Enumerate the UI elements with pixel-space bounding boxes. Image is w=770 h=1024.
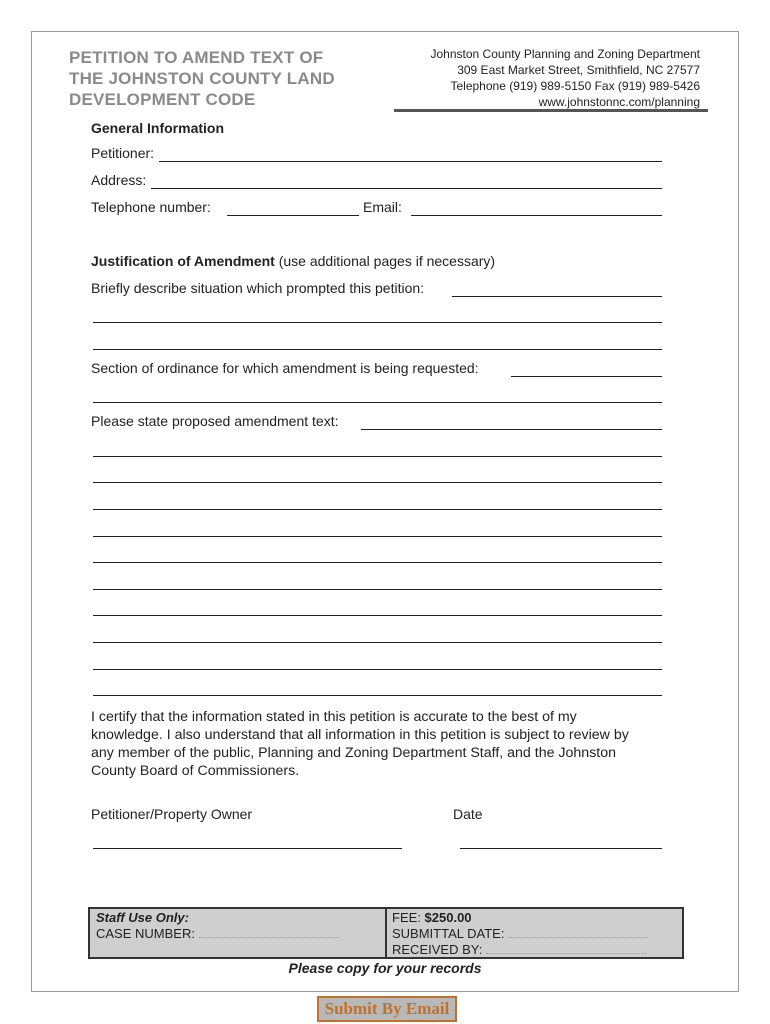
address-field[interactable] xyxy=(151,188,662,189)
department-phone-fax: Telephone (919) 989-5150 Fax (919) 989-5426 xyxy=(450,79,700,93)
fee-row xyxy=(392,910,677,926)
staff-use-heading: Staff Use Only: xyxy=(96,910,189,925)
justification-heading xyxy=(91,253,495,269)
certification-text xyxy=(91,708,671,780)
case-number-row xyxy=(96,926,379,942)
justification-title: Justification of Amendment xyxy=(91,253,275,269)
submittal-date-label: SUBMITTAL DATE: xyxy=(392,926,505,941)
proposed-line[interactable] xyxy=(93,509,662,510)
general-info-heading: General Information xyxy=(91,120,225,136)
form-title xyxy=(69,47,335,110)
owner-label: Petitioner/Property Owner xyxy=(91,806,253,822)
title-line-2: THE JOHNSTON COUNTY LAND xyxy=(69,69,335,88)
staff-use-box xyxy=(88,907,684,959)
certification-line: knowledge. I also understand that all information in this petition is subject to review by xyxy=(91,727,629,743)
staff-right-cell xyxy=(387,909,682,957)
justification-note: (use additional pages if necessary) xyxy=(278,253,496,269)
received-row xyxy=(392,942,677,958)
date-field[interactable] xyxy=(460,848,662,849)
proposed-line[interactable] xyxy=(93,536,662,537)
certification-line: I certify that the information stated in this petition is accurate to the best of my xyxy=(91,709,577,725)
proposed-label: Please state proposed amendment text: xyxy=(91,413,339,429)
section-line[interactable] xyxy=(93,402,662,403)
department-address: 309 East Market Street, Smithfield, NC 27577 xyxy=(457,63,700,77)
title-line-1: PETITION TO AMEND TEXT OF xyxy=(69,48,324,67)
email-field[interactable] xyxy=(411,215,662,216)
email-label: Email: xyxy=(363,199,402,215)
title-line-3: DEVELOPMENT CODE xyxy=(69,90,256,109)
department-website: www.johnstonnc.com/planning xyxy=(538,95,700,109)
proposed-line[interactable] xyxy=(93,615,662,616)
department-name: Johnston County Planning and Zoning Department xyxy=(430,47,700,61)
petitioner-field[interactable] xyxy=(159,161,662,162)
fee-value: $250.00 xyxy=(424,910,472,925)
address-label: Address: xyxy=(91,172,147,188)
fee-label: FEE: xyxy=(392,910,421,925)
describe-line[interactable] xyxy=(93,349,662,350)
copy-note: Please copy for your records xyxy=(288,960,482,976)
proposed-field[interactable] xyxy=(361,429,662,430)
petitioner-label: Petitioner: xyxy=(91,145,155,161)
proposed-line[interactable] xyxy=(93,695,662,696)
proposed-line[interactable] xyxy=(93,456,662,457)
department-info xyxy=(430,46,700,110)
section-label: Section of ordinance for which amendment is being requested: xyxy=(91,360,479,376)
describe-line[interactable] xyxy=(93,322,662,323)
proposed-line[interactable] xyxy=(93,589,662,590)
received-by-label: RECEIVED BY: xyxy=(392,942,483,957)
telephone-field[interactable] xyxy=(227,215,359,216)
submittal-row xyxy=(392,926,677,942)
proposed-line[interactable] xyxy=(93,482,662,483)
certification-line: County Board of Commissioners. xyxy=(91,763,300,779)
date-label: Date xyxy=(453,806,483,822)
certification-line: any member of the public, Planning and Zoning Department Staff, and the Johnston xyxy=(91,745,617,761)
case-number-label: CASE NUMBER: xyxy=(96,926,195,941)
received-by-field[interactable] xyxy=(486,953,646,954)
signature-field[interactable] xyxy=(93,848,402,849)
telephone-label: Telephone number: xyxy=(91,199,211,215)
proposed-line[interactable] xyxy=(93,562,662,563)
proposed-line[interactable] xyxy=(93,669,662,670)
header-rule xyxy=(394,109,708,112)
proposed-line[interactable] xyxy=(93,642,662,643)
section-field[interactable] xyxy=(511,376,662,377)
submittal-date-field[interactable] xyxy=(508,937,648,938)
submit-by-email-button[interactable]: Submit By Email xyxy=(317,996,457,1022)
describe-field[interactable] xyxy=(452,296,662,297)
describe-label: Briefly describe situation which prompted this petition: xyxy=(91,280,425,296)
case-number-field[interactable] xyxy=(199,937,339,938)
staff-left-cell xyxy=(90,909,387,957)
